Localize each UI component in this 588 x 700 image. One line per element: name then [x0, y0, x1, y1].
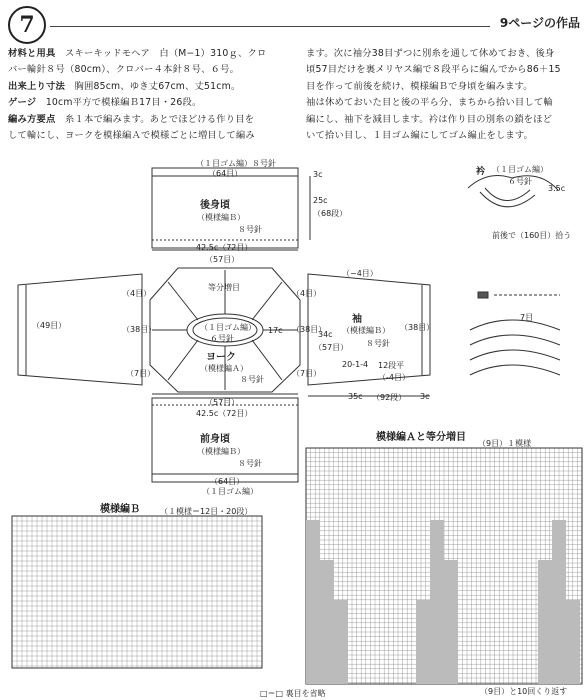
method-line-7: 編にし、袖下を減目します。衿は作り目の別糸の鎖をほど — [306, 113, 553, 125]
chart-b-repeat: （１模様＝12目・20段） — [160, 507, 253, 516]
front-title: 前身頃 — [200, 434, 230, 445]
page-reference: 9ページの作品 — [499, 16, 580, 30]
size-label: 出来上り寸法 — [8, 80, 65, 92]
sleeve-decrease: 20-1-4 — [342, 360, 369, 369]
yoke-needle: ８号針 — [240, 375, 264, 384]
front-bottom-count: （64目） — [210, 477, 245, 486]
front-count57: （57目） — [205, 398, 240, 407]
yoke-count-top: （57目） — [205, 255, 240, 264]
front-ribbing: （１目ゴム編） — [202, 487, 258, 496]
chart-a-grid — [306, 448, 582, 684]
sleeve-title: 袖 — [352, 314, 362, 325]
shaded-block — [320, 560, 334, 684]
sleeve-decrease2: 12段平 — [378, 361, 405, 370]
collar-depth: 3.5c — [548, 184, 566, 193]
symbol-key: □＝□ 裏目を省略 — [260, 689, 326, 698]
front-pattern: （模様編Ｂ） — [197, 447, 245, 456]
method-line-6: 袖は休めておいた目と後の平ら分、まちから拾い目して輪 — [306, 97, 553, 109]
method-line-1 — [8, 112, 298, 128]
sleeve-minus-bottom: （-4目） — [378, 373, 410, 382]
back-needle: ８号針 — [238, 225, 262, 234]
method-line-8: いて拾い目し、１目ゴム編にしてゴム編止をします。 — [306, 130, 534, 142]
sleeve-label-38-left: （38目） — [122, 325, 157, 334]
chart-a-shaded-area — [306, 520, 580, 684]
sleeve-cuff: （38目） — [400, 323, 435, 332]
yoke-center: （１目ゴム編） — [200, 323, 256, 332]
chart-key-swatch — [478, 292, 488, 298]
method-line-2: して輪にし、ヨークを模様編Ａで模様ごとに増目して編み — [8, 130, 255, 142]
right-label-38: （38目） — [292, 325, 327, 334]
back-width: 42.5c（72目） — [196, 243, 253, 252]
sleeve-pattern: （模様編Ｂ） — [342, 326, 390, 335]
chart-a-frame — [306, 448, 582, 684]
back-pattern: （模様編Ｂ） — [197, 213, 245, 222]
method-line-4: 頃57目だけを裏メリヤス編で８段平らに編んでから86＋15 — [306, 64, 561, 76]
collar-note: 前後で（160目）拾う — [492, 231, 572, 240]
right-label-4: （4目） — [292, 289, 322, 298]
shaded-block — [552, 520, 566, 684]
shaded-block — [430, 520, 444, 684]
front-width: 42.5c（72目） — [196, 409, 253, 418]
chart-b-frame — [12, 516, 262, 668]
sleeve-label-4-top: （4目） — [122, 289, 152, 298]
materials-line — [8, 46, 298, 62]
pattern-number-badge — [8, 6, 46, 44]
back-top-count: （64目） — [208, 169, 243, 178]
gauge-label: ゲージ — [8, 97, 37, 109]
method-label: 編み方要点 — [8, 113, 56, 125]
materials-label: 材料と用具 — [8, 48, 56, 59]
back-title: 後身頃 — [200, 200, 230, 211]
shaded-block — [334, 600, 348, 684]
header-rule — [50, 26, 490, 27]
sleeve-minus-top: （−4目） — [342, 269, 378, 278]
pattern-number: 7 — [19, 12, 35, 38]
materials-text-1: スキーキッドモヘア 白（M−1）310ｇ、クロ — [65, 48, 267, 59]
method-text-1: 糸１本で編みます。あとでほどける作り目を — [65, 113, 255, 125]
method-line-5: 目を作って前後を続け、模様編Ｂで身頃を編みます。 — [306, 80, 533, 92]
shaded-block — [538, 560, 552, 684]
sleeve-cuff-len: 3c — [420, 392, 430, 401]
shaded-block — [416, 600, 430, 684]
sleeve-rows: （92段） — [372, 393, 407, 402]
yoke-pattern: （模様編Ａ） — [200, 364, 248, 373]
size-line — [8, 79, 298, 95]
collar-title: 衿 — [476, 167, 486, 177]
back-ribbing-label: （１目ゴム編）８号針 — [196, 159, 276, 168]
sleeve-label-7-left: （7目） — [126, 369, 156, 378]
collar-pattern: （１目ゴム編） — [492, 165, 548, 174]
yoke-increase: 等分増目 — [208, 283, 240, 292]
shaded-block — [444, 560, 458, 684]
instructions-right-column — [306, 46, 586, 144]
shaded-block — [306, 520, 320, 684]
sleeve-needle: ８号針 — [366, 339, 390, 348]
collar-needle: ６号針 — [508, 177, 532, 186]
chart-a-title: 模様編Ａと等分増目 — [376, 432, 466, 443]
yoke-center-needle: ６号針 — [210, 334, 234, 343]
gauge-line — [8, 95, 298, 111]
materials-line-2: バー輪針８号（80cm）、クロバー４本針８号、６号。 — [8, 64, 240, 76]
gauge-text: 10cm平方で模様編Ｂ17目・26段。 — [45, 97, 202, 109]
back-rib-len: 3c — [313, 170, 323, 179]
chart-a-top-note: （9目）１模様 — [478, 439, 532, 448]
right-label-7: （7目） — [292, 369, 322, 378]
yoke-title: ヨーク — [206, 352, 236, 363]
sleeve-width-sts: （57目） — [314, 343, 349, 352]
chart-b-grid — [12, 516, 262, 668]
method-line-3: ます。次に袖分38目ずつに別糸を通して休めておき、後身 — [306, 48, 555, 59]
size-text: 胸囲85cm、ゆき丈67cm、丈51cm。 — [74, 80, 241, 92]
sketch-count-label: 7目 — [520, 313, 534, 322]
chart-a-bottom-note: （9目）と10回くり返す — [480, 687, 568, 696]
chart-b-title: 模様編Ｂ — [100, 504, 140, 515]
sleeve-cuff-left: （49目） — [32, 321, 67, 330]
sleeve-length: 35c — [348, 392, 363, 401]
yoke-side: 17c — [268, 326, 283, 335]
back-rows: （68段） — [313, 209, 348, 218]
sleeve-width: 34c — [318, 330, 333, 339]
front-needle: ８号針 — [238, 459, 262, 468]
back-length: 25c — [313, 196, 328, 205]
instructions-left-column — [8, 46, 298, 144]
shaded-block — [566, 600, 580, 684]
stitch-sketch — [470, 320, 560, 375]
